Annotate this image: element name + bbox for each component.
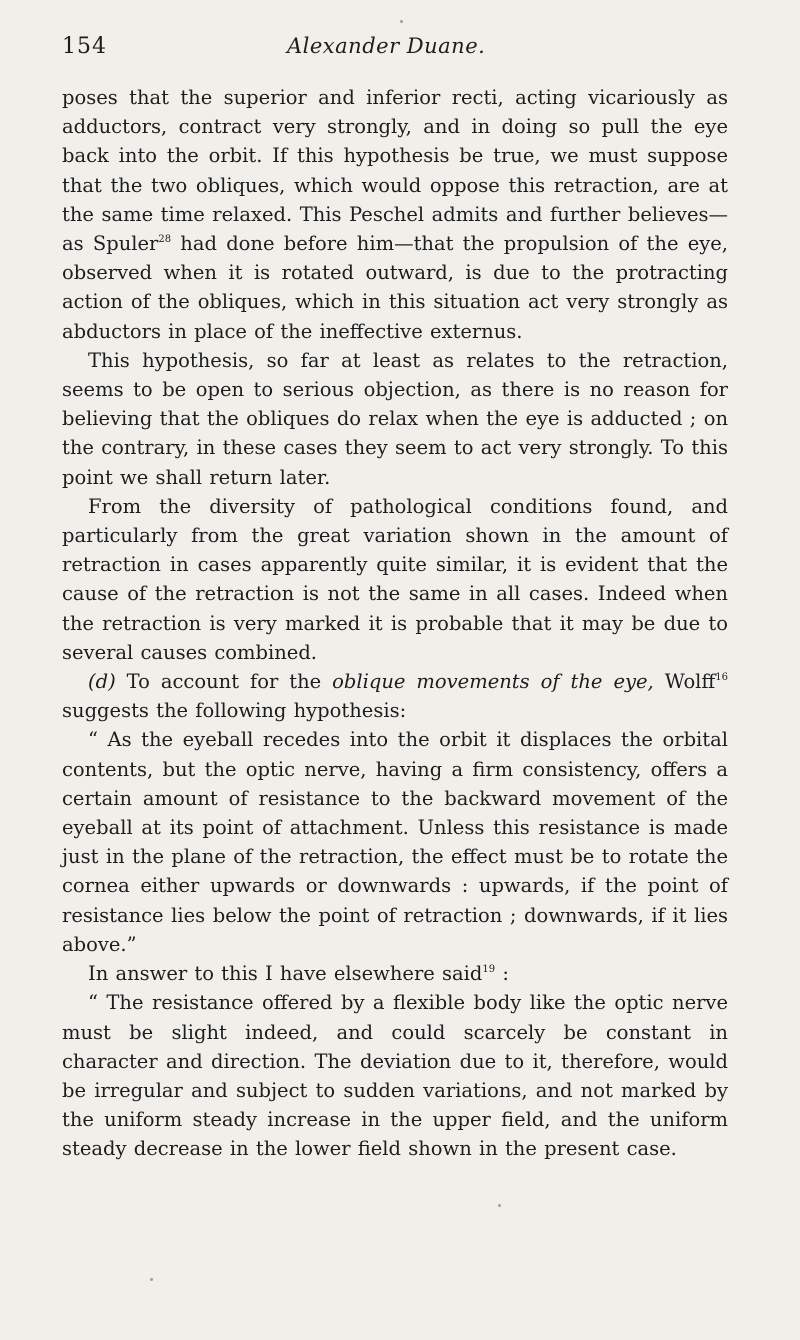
paragraph-4-text: To account for the [115,670,333,694]
paragraph-2 [62,346,728,492]
paragraph-2-text: This hypothesis, so far at least as relates to the retraction, seems to be open to serious objection, as there is no reason for believing that the obliques do relax when the eye is adducted ; on the contrary, in these cases they seem to act very strongly. To this point we shall return later. [62,348,728,489]
footnote-ref-28: 28 [158,234,172,246]
running-head: Alexander Duane. [287,34,486,58]
paragraph-6 [62,959,728,988]
quote-1-text: “ As the eyeball recedes into the orbit it displaces the orbital contents, but the optic nerve, having a firm consistency, offers a certain amount of resistance to the backward movement of the eyeball at its point of attachment. Unless this resistance is made just in the plane of the retraction, the effect must be to rotate the cornea either upwards or downwards : upwards, if the point of resistance lies below the point of retraction ; downwards, if it lies above.” [62,728,728,956]
paragraph-6-text-b: : [495,962,509,986]
paragraph-4 [62,667,728,725]
paragraph-4-text-b: Wolff [653,670,716,694]
paper-speck [400,20,403,23]
quote-1 [62,725,728,959]
quote-2 [62,988,728,1163]
quote-2-text: “ The resistance offered by a flexible body like the optic nerve must be slight indeed, and could scarcely be constant in character and direction. The deviation due to it, therefore, would be irregular and subject to sudden variations, and not marked by the uniform steady increase in the upper field, and the uniform steady decrease in the lower field shown in the present case. [62,991,728,1161]
body-text [62,83,728,1164]
paragraph-1-text-cont: had done before him—that the propulsion of the eye, observed when it is rotated outward, is due to the protracting action of the obliques, which in this situation act very strongly as abductors in place of the ineffective externus. [62,232,728,343]
paragraph-3 [62,492,728,667]
footnote-ref-16: 16 [715,672,729,684]
paragraph-1-text: poses that the superior and inferior recti, acting vicariously as adductors, contract very strongly, and in doing so pull the eye back into the orbit. If this hypothesis be true, we must suppose that the two obliques, which would oppose this retraction, are at the same time relaxed. This Peschel admits and further believes—as Spuler [62,86,728,256]
footnote-ref-19: 19 [482,964,496,976]
paper-speck [498,1204,501,1207]
paragraph-1 [62,83,728,346]
section-label: (d) [88,670,116,694]
paper-speck [150,1278,153,1281]
paragraph-4-text-c: suggests the following hypothesis: [62,699,407,723]
paragraph-6-text: In answer to this I have elsewhere said [88,962,483,986]
page-header [62,34,728,70]
paragraph-4-italic: oblique movements of the eye, [332,670,654,694]
paragraph-3-text: From the diversity of pathological conditions found, and particularly from the great variation shown in the amount of retraction in cases apparently quite similar, it is evident that the cause of the retraction is not the same in all cases. Indeed when the retraction is very marked it is probable that it may be due to several causes combined. [62,494,728,664]
page-number: 154 [62,34,107,59]
